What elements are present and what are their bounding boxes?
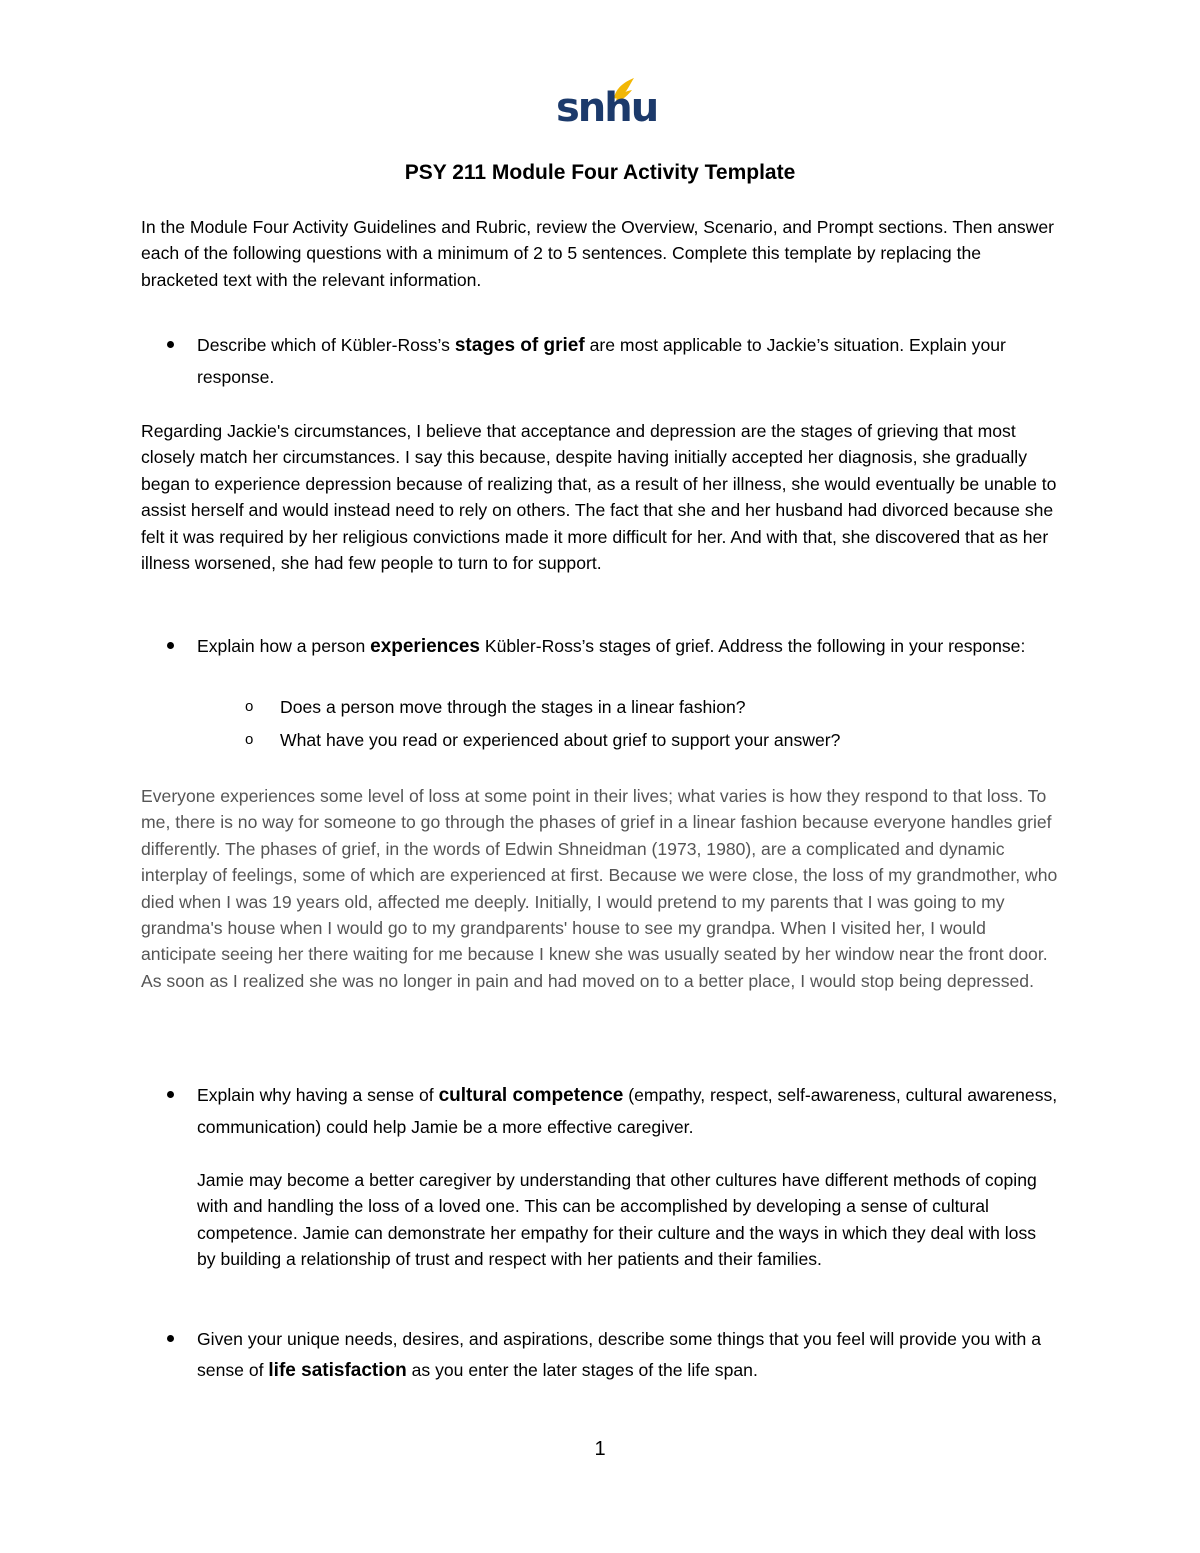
sub-bullet-icon: o bbox=[245, 731, 254, 748]
page-title: PSY 211 Module Four Activity Template bbox=[404, 161, 796, 184]
bullet-icon bbox=[167, 642, 174, 649]
question-1-text: Describe which of Kübler-Ross’s stages of grief are most applicable to Jackie’s situation. Explain your response. bbox=[197, 335, 1006, 387]
bullet-icon bbox=[167, 1091, 174, 1098]
answer-2: Everyone experiences some level of loss at some point in their lives; what varies is how they respond to that loss. To me, there is no way for someone to go through the phases of grief in a linear fashion because everyone handles grief differently. The phases of grief, in the words of Edwin Shneidman (1973, 1980), are a complicated and dynamic interplay of feelings, some of which are experienced at first. Because we were close, the loss of my grandmother, who died when I was 19 years old, affected me deeply. Initially, I would pretend to my parents that I was going to my grandma's house when I would go to my grandparents' house to see my grandpa. When I visited her, I would anticipate seeing her there waiting for me because I knew she was usually seated by her window near the front door. As soon as I realized she was no longer in pain and had moved on to a better place, I would stop being depressed. bbox=[141, 786, 1058, 991]
answer-3: Jamie may become a better caregiver by understanding that other cultures have different methods of coping with and handling the loss of a loved one. This can be accomplished by developing a sense of cultural competence. Jamie can demonstrate her empathy for their culture and the ways in which they deal with loss by building a relationship of trust and respect with her patients and their families. bbox=[197, 1170, 1037, 1270]
question-1 bbox=[141, 330, 1061, 392]
question-4 bbox=[141, 1324, 1061, 1386]
snhu-logo bbox=[556, 76, 658, 134]
question-2 bbox=[141, 631, 1061, 663]
bullet-icon bbox=[167, 1335, 174, 1342]
sub-question-2: o What have you read or experienced about grief to support your answer? bbox=[245, 725, 1065, 755]
logo-wordmark: snhu bbox=[556, 85, 658, 131]
sub-question-1: o Does a person move through the stages in a linear fashion? bbox=[245, 692, 1065, 722]
question-4-text: Given your unique needs, desires, and aspirations, describe some things that you feel will provide you with a sense of life satisfaction as you enter the later stages of the life span. bbox=[197, 1329, 1041, 1381]
answer-1: Regarding Jackie's circumstances, I believe that acceptance and depression are the stages of grieving that most closely match her circumstances. I say this because, despite having initially accepted her diagnosis, she gradually began to experience depression because of realizing that, as a result of her illness, she would eventually be unable to assist herself and would instead need to rely on others. The fact that she and her husband had divorced because she felt it was required by her religious convictions made it more difficult for her. And with that, she discovered that as her illness worsened, she had few people to turn to for support. bbox=[141, 421, 1057, 574]
sub-bullet-icon: o bbox=[245, 698, 254, 715]
question-3-text: Explain why having a sense of cultural competence (empathy, respect, self-awareness, cultural awareness, communication) could help Jamie be a more effective caregiver. bbox=[197, 1085, 1058, 1137]
page-number: 1 bbox=[594, 1438, 606, 1460]
intro-paragraph: In the Module Four Activity Guidelines and Rubric, review the Overview, Scenario, and Prompt sections. Then answer each of the following questions with a minimum of 2 to 5 sentences. Complete this template by replacing the bracketed text with the relevant information. bbox=[141, 217, 1055, 290]
bullet-icon bbox=[167, 341, 174, 348]
question-3 bbox=[141, 1080, 1061, 1142]
question-2-text: Explain how a person experiences Kübler-Ross’s stages of grief. Address the following in your response: bbox=[197, 636, 1026, 657]
